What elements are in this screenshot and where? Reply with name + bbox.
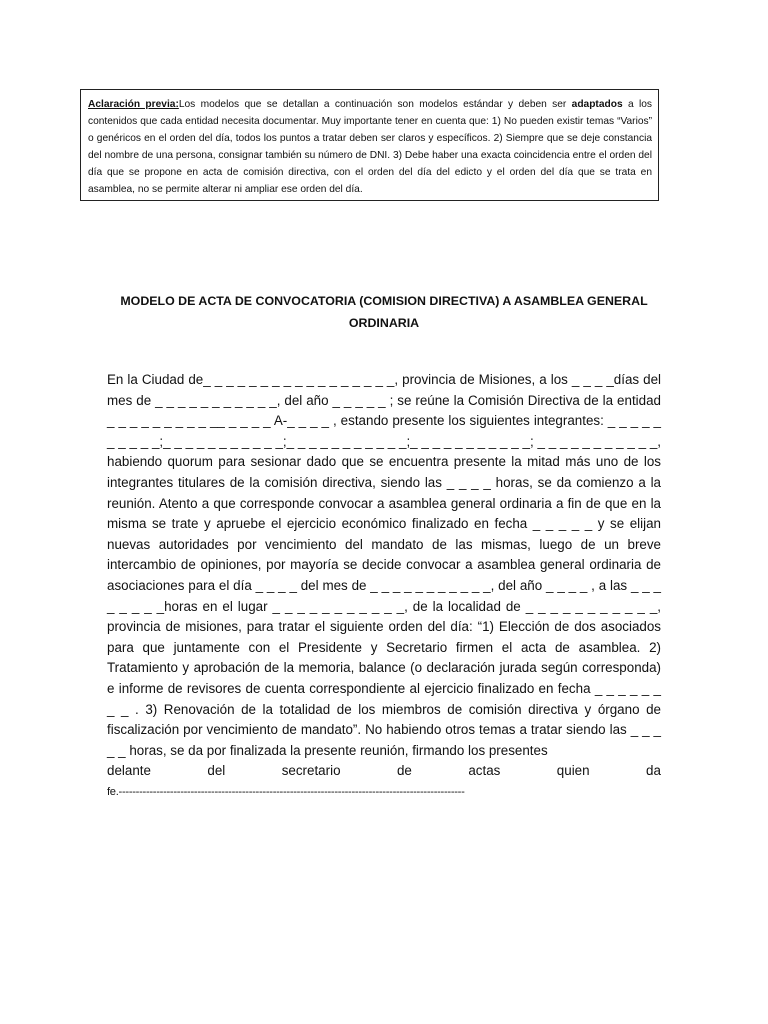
- closing-word: actas: [468, 763, 501, 779]
- title-line-2: ORDINARIA: [348, 316, 420, 330]
- body-paragraph: En la Ciudad de_ _ _ _ _ _ _ _ _ _ _ _ _ _ _ _ _, provincia de Misiones, a los _ _ _ _días del mes de _ _ _ _ _ _ _ _ _ _ _, del año _ _ _ _ _ ; se reúne la Comisión Directiva de la entidad _ _ _ _ _ _ _ _ _ __ _ _ _ _ A-_ _ _ _ , estando presente los siguientes integrantes: _ _ _ _ _ _ _ _ _ _;_ _ _ _ _ _ _ _ _ _ _;_ _ _ _ _ _ _ _ _ _ _;_ _ _ _ _ _ _ _ _ _ _; _ _ _ _ _ _ _ _ _ _ _, habiendo quorum para sesionar dado que se encuentra presente la mitad más uno de los integrantes titulares de la comisión directiva, siendo las _ _ _ _ horas, se da comienzo a la reunión. Atento a que corresponde convocar a asamblea general ordinaria a fin de que en la misma se trate y apruebe el ejercicio económico finalizado en fecha _ _ _ _ _ y se elijan nuevas autoridades por vencimiento del mandato de las mismas, luego de un breve intercambio de opiniones, por mayoría se decide convocar a asamblea general ordinaria de asociaciones para el día _ _ _ _ del mes de _ _ _ _ _ _ _ _ _ _ _, del año _ _ _ _ , a las _ _ _ _ _ _ _ _horas en el lugar _ _ _ _ _ _ _ _ _ _ _, de la localidad de _ _ _ _ _ _ _ _ _ _ _, provincia de misiones, para tratar el siguiente orden del día: “1) Elección de dos asociados para que juntamente con el Presidente y Secretario firmen el acta de asamblea. 2) Tratamiento y aprobación de la memoria, balance (o declaración jurada según corresponda) e informe de revisores de cuenta correspondiente al ejercicio finalizado en fecha _ _ _ _ _ _ _ _ . 3) Renovación de la totalidad de los miembros de comisión directiva y órgano de fiscalización por vencimiento de mandato”. No habiendo otros temas a tratar siendo las _ _ _ _ _ horas, se da por finalizada la presente reunión, firmando los presentes: [107, 372, 661, 758]
- notice-label: Aclaración previa:: [88, 99, 179, 110]
- closing-word: quien: [556, 763, 590, 779]
- closing-word: da: [646, 763, 661, 779]
- title-line-1: MODELO DE ACTA DE CONVOCATORIA (COMISION DIRECTIVA) A ASAMBLEA GENERAL: [120, 294, 648, 308]
- preliminary-notice-box: [80, 89, 659, 201]
- closing-word: delante: [107, 763, 151, 779]
- final-line: fe.-----------------------------------------------------------------------------------------------------: [107, 785, 465, 798]
- closing-word: del: [207, 763, 226, 779]
- document-title: [100, 290, 668, 334]
- document-body: [107, 370, 661, 802]
- notice-emphasis: adaptados: [571, 99, 623, 110]
- closing-word: de: [396, 763, 412, 779]
- closing-line: [107, 761, 661, 782]
- closing-word: secretario: [281, 763, 341, 779]
- notice-text-part-1: Los modelos que se detallan a continuación son modelos estándar y deben ser: [178, 99, 572, 110]
- notice-text-part-2: a los contenidos que cada entidad necesita documentar. Muy importante tener en cuenta que: 1) No pueden existir temas “Varios” o genéricos en el orden del día, todos los puntos a tratar deben ser claros y específicos. 2) Siempre que se deje constancia del nombre de una persona, consignar también su número de DNI. 3) Debe haber una exacta coincidencia entre el orden del día que se propone en acta de comisión directiva, con el orden del día del edicto y el orden del día que se trata en asamblea, no se permite alterar ni ampliar ese orden del día.: [88, 99, 652, 195]
